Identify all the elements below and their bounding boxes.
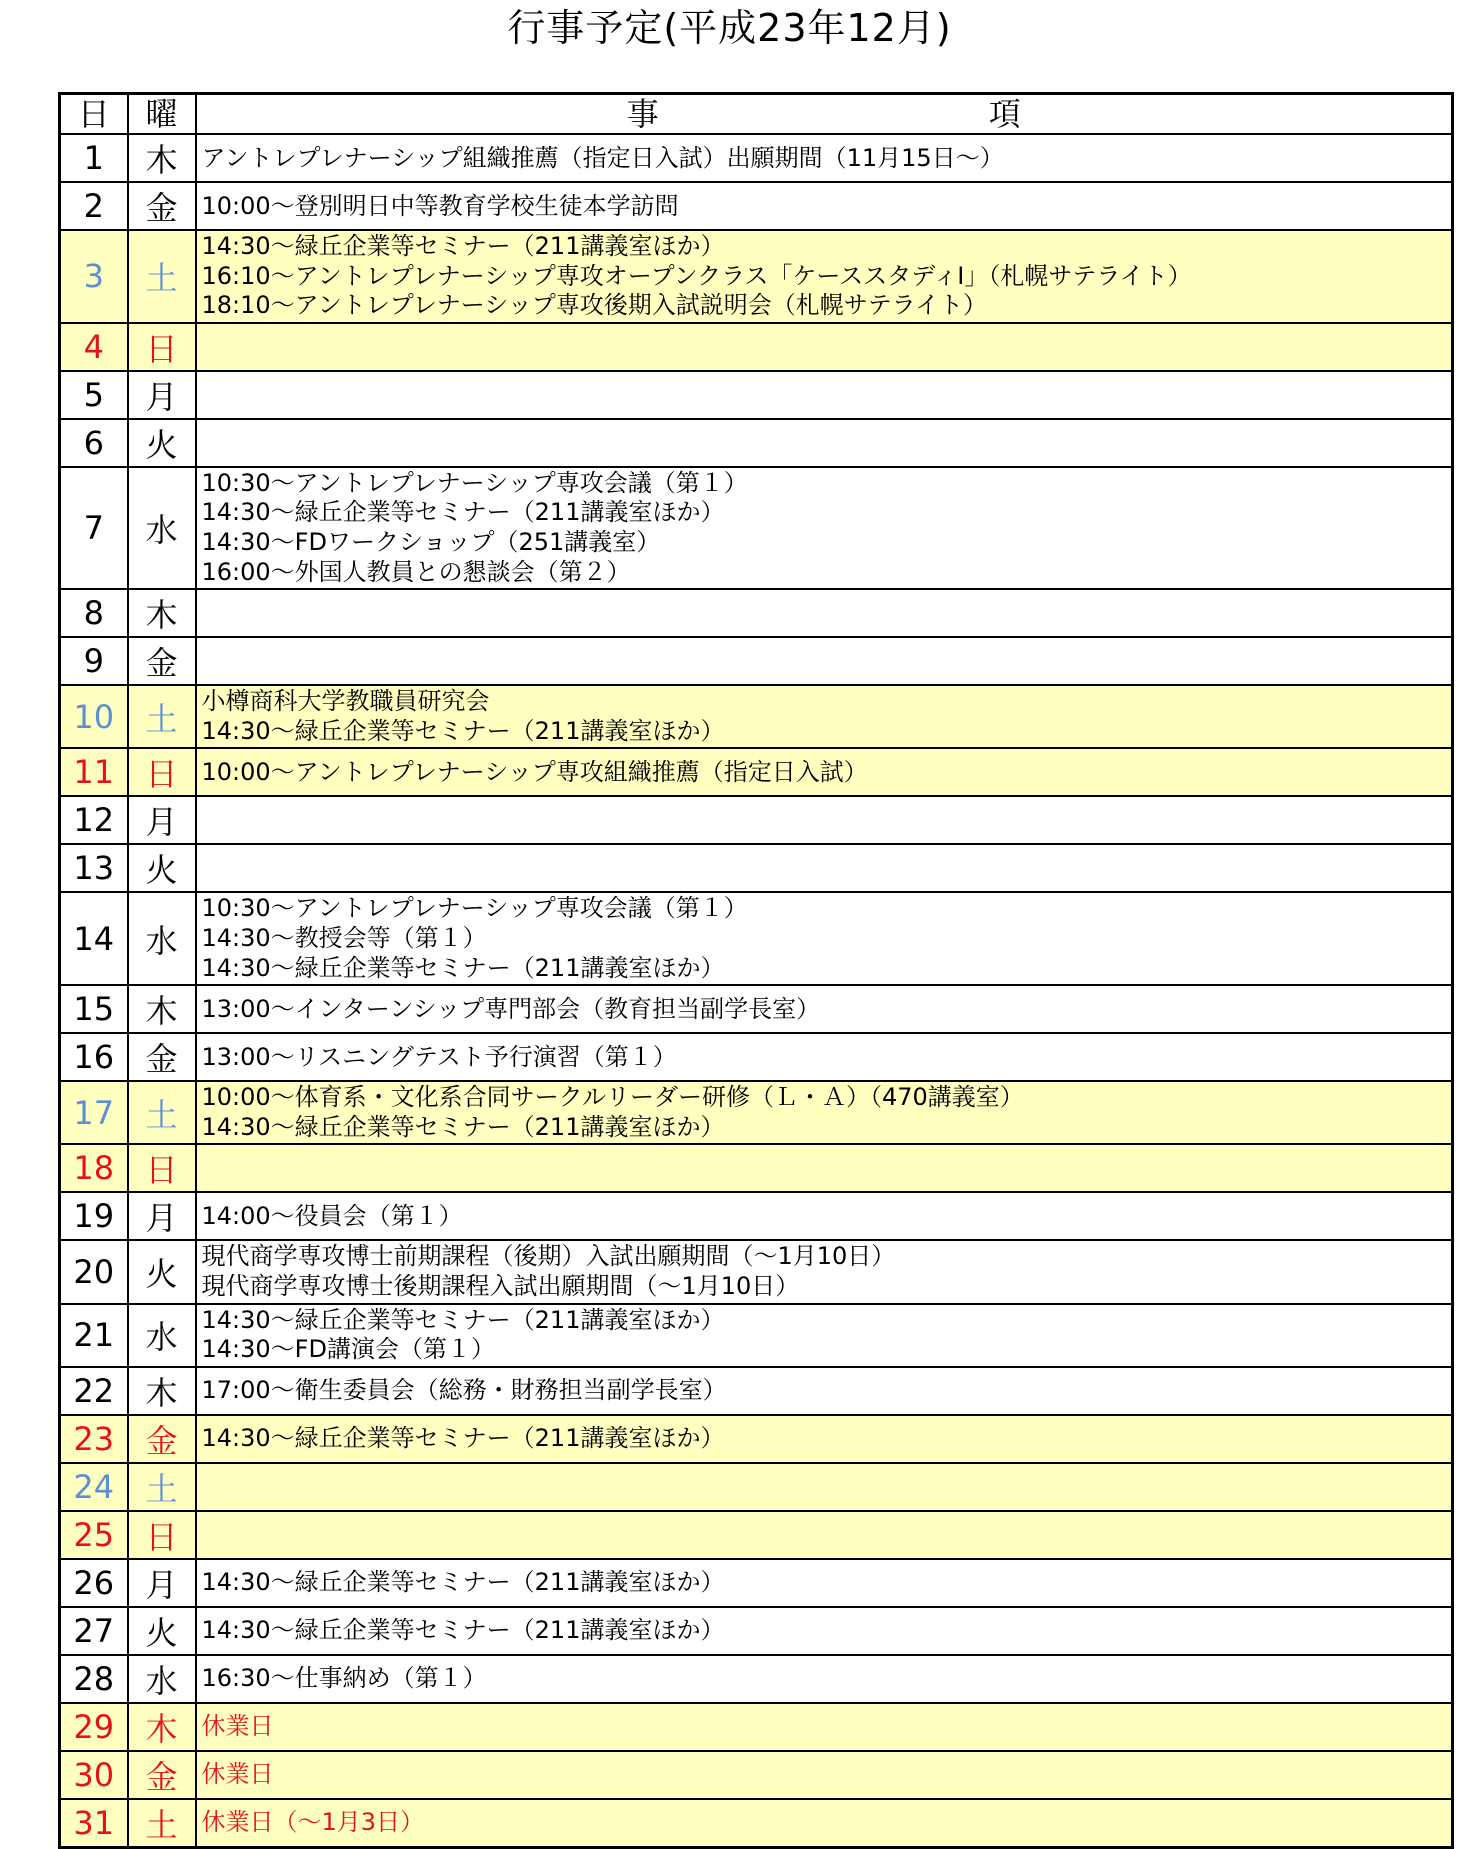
- event-item: 14:30～緑丘企業等セミナー（211講義室ほか）: [201, 1305, 725, 1334]
- table-row: [60, 134, 1453, 182]
- table-row: [60, 985, 1453, 1033]
- event-item: 10:00～アントレプレナーシップ専攻組織推薦（指定日入試）: [201, 757, 868, 786]
- events-cell: [196, 748, 1453, 796]
- header-weekday: 曜: [128, 94, 196, 135]
- day-cell: 20: [60, 1240, 128, 1303]
- table-row: [60, 419, 1453, 467]
- weekday-cell: 金: [128, 1415, 196, 1463]
- table-row: [60, 1144, 1453, 1192]
- day-cell: 15: [60, 985, 128, 1033]
- event-item: 14:30～緑丘企業等セミナー（211講義室ほか）: [201, 232, 725, 260]
- events-cell: [196, 1799, 1453, 1848]
- table-row: [60, 1192, 1453, 1240]
- day-cell: 28: [60, 1655, 128, 1703]
- day-cell: 16: [60, 1033, 128, 1081]
- events-cell: [196, 892, 1453, 985]
- weekday-cell: 日: [128, 1144, 196, 1192]
- weekday-cell: 火: [128, 844, 196, 892]
- weekday-cell: 金: [128, 637, 196, 685]
- day-cell: 25: [60, 1511, 128, 1559]
- table-row: [60, 182, 1453, 230]
- event-item: アントレプレナーシップ組織推薦（指定日入試）出願期間（11月15日～）: [201, 143, 1004, 172]
- weekday-cell: 月: [128, 796, 196, 844]
- table-row: [60, 1511, 1453, 1559]
- weekday-cell: 金: [128, 182, 196, 230]
- event-item: 10:30～アントレプレナーシップ専攻会議（第１）: [201, 468, 748, 497]
- event-item: 現代商学専攻博士前期課程（後期）入試出願期間（～1月10日）: [201, 1242, 896, 1271]
- weekday-cell: 木: [128, 1367, 196, 1415]
- table-row: [60, 1751, 1453, 1799]
- weekday-cell: 木: [128, 134, 196, 182]
- day-cell: 31: [60, 1799, 128, 1848]
- weekday-cell: 土: [128, 1081, 196, 1144]
- day-cell: 30: [60, 1751, 128, 1799]
- table-row: [60, 323, 1453, 371]
- event-item: 14:30～FD講演会（第１）: [201, 1335, 495, 1364]
- events-cell: [196, 1033, 1453, 1081]
- event-item: 14:30～緑丘企業等セミナー（211講義室ほか）: [201, 1424, 725, 1453]
- event-item: 14:30～緑丘企業等セミナー（211講義室ほか）: [201, 716, 725, 745]
- weekday-cell: 水: [128, 892, 196, 985]
- day-cell: 18: [60, 1144, 128, 1192]
- weekday-cell: 日: [128, 323, 196, 371]
- table-row: [60, 637, 1453, 685]
- header-items-b: 項: [988, 95, 1021, 133]
- day-cell: 3: [60, 230, 128, 323]
- table-row: [60, 1081, 1453, 1144]
- table-row: [60, 1463, 1453, 1511]
- events-cell: [196, 1703, 1453, 1751]
- table-row: [60, 796, 1453, 844]
- table-row: [60, 1559, 1453, 1607]
- weekday-cell: 火: [128, 1607, 196, 1655]
- events-cell: [196, 182, 1453, 230]
- header-items: [196, 94, 1453, 135]
- events-cell: [196, 844, 1453, 892]
- events-cell: [196, 1240, 1453, 1303]
- event-item: 14:30～緑丘企業等セミナー（211講義室ほか）: [201, 1112, 725, 1141]
- table-row: [60, 230, 1453, 323]
- event-item: 13:00～リスニングテスト予行演習（第１）: [201, 1042, 677, 1071]
- events-cell: [196, 1655, 1453, 1703]
- event-item: 14:30～緑丘企業等セミナー（211講義室ほか）: [201, 953, 725, 982]
- events-cell: [196, 796, 1453, 844]
- day-cell: 11: [60, 748, 128, 796]
- day-cell: 10: [60, 685, 128, 748]
- header-day: 日: [60, 94, 128, 135]
- day-cell: 26: [60, 1559, 128, 1607]
- events-cell: [196, 323, 1453, 371]
- event-item: 14:30～緑丘企業等セミナー（211講義室ほか）: [201, 1568, 725, 1597]
- events-cell: [196, 1607, 1453, 1655]
- events-cell: [196, 134, 1453, 182]
- weekday-cell: 金: [128, 1033, 196, 1081]
- weekday-cell: 月: [128, 1192, 196, 1240]
- page-title: 行事予定(平成23年12月): [507, 6, 952, 50]
- day-cell: 4: [60, 323, 128, 371]
- weekday-cell: 土: [128, 685, 196, 748]
- weekday-cell: 日: [128, 748, 196, 796]
- events-cell: [196, 589, 1453, 637]
- events-cell: [196, 371, 1453, 419]
- schedule-table: [58, 92, 1454, 1849]
- event-item: 小樽商科大学教職員研究会: [201, 687, 490, 716]
- events-cell: [196, 419, 1453, 467]
- events-cell: [196, 1751, 1453, 1799]
- day-cell: 5: [60, 371, 128, 419]
- event-item: 10:00～体育系・文化系合同サークルリーダー研修（Ｌ・Ａ）（470講義室）: [201, 1083, 1024, 1112]
- day-cell: 14: [60, 892, 128, 985]
- day-cell: 17: [60, 1081, 128, 1144]
- events-cell: [196, 230, 1453, 323]
- weekday-cell: 金: [128, 1751, 196, 1799]
- day-cell: 19: [60, 1192, 128, 1240]
- events-cell: [196, 1144, 1453, 1192]
- table-row: [60, 1607, 1453, 1655]
- event-item: 18:10～アントレプレナーシップ専攻後期入試説明会（札幌サテライト）: [201, 291, 988, 320]
- event-item: 現代商学専攻博士後期課程入試出願期間（～1月10日）: [201, 1271, 800, 1300]
- events-cell: [196, 637, 1453, 685]
- day-cell: 6: [60, 419, 128, 467]
- day-cell: 2: [60, 182, 128, 230]
- header-items-a: 事: [626, 95, 659, 133]
- weekday-cell: 木: [128, 1703, 196, 1751]
- weekday-cell: 水: [128, 1304, 196, 1367]
- day-cell: 27: [60, 1607, 128, 1655]
- table-row: [60, 1304, 1453, 1367]
- weekday-cell: 火: [128, 1240, 196, 1303]
- event-item: 17:00～衛生委員会（総務・財務担当副学長室）: [201, 1376, 727, 1405]
- event-item: 16:00～外国人教員との懇談会（第２）: [201, 557, 631, 586]
- table-row: [60, 1367, 1453, 1415]
- events-cell: [196, 1463, 1453, 1511]
- weekday-cell: 土: [128, 1463, 196, 1511]
- event-item: 14:30～緑丘企業等セミナー（211講義室ほか）: [201, 1616, 725, 1645]
- day-cell: 22: [60, 1367, 128, 1415]
- table-row: [60, 844, 1453, 892]
- day-cell: 9: [60, 637, 128, 685]
- day-cell: 23: [60, 1415, 128, 1463]
- events-cell: [196, 467, 1453, 589]
- weekday-cell: 火: [128, 419, 196, 467]
- events-cell: [196, 1511, 1453, 1559]
- events-cell: [196, 1081, 1453, 1144]
- events-cell: [196, 1367, 1453, 1415]
- header-row: [60, 94, 1453, 135]
- table-row: [60, 1240, 1453, 1303]
- event-item: 休業日: [201, 1712, 274, 1741]
- weekday-cell: 月: [128, 1559, 196, 1607]
- weekday-cell: 日: [128, 1511, 196, 1559]
- table-row: [60, 467, 1453, 589]
- weekday-cell: 土: [128, 1799, 196, 1848]
- event-item: 10:00～登別明日中等教育学校生徒本学訪問: [201, 191, 679, 220]
- table-row: [60, 685, 1453, 748]
- event-item: 16:30～仕事納め（第１）: [201, 1664, 487, 1693]
- weekday-cell: 月: [128, 371, 196, 419]
- event-item: 14:30～教授会等（第１）: [201, 923, 487, 952]
- table-row: [60, 1799, 1453, 1848]
- event-item: 16:10～アントレプレナーシップ専攻オープンクラス「ケーススタディⅠ」（札幌サテライト）: [201, 261, 1192, 290]
- day-cell: 29: [60, 1703, 128, 1751]
- events-cell: [196, 1415, 1453, 1463]
- weekday-cell: 土: [128, 230, 196, 323]
- table-row: [60, 589, 1453, 637]
- day-cell: 12: [60, 796, 128, 844]
- event-item: 休業日: [201, 1760, 274, 1789]
- event-item: 14:00～役員会（第１）: [201, 1201, 463, 1230]
- weekday-cell: 木: [128, 589, 196, 637]
- events-cell: [196, 685, 1453, 748]
- day-cell: 21: [60, 1304, 128, 1367]
- table-row: [60, 1703, 1453, 1751]
- weekday-cell: 水: [128, 467, 196, 589]
- event-item: 14:30～FDワークショップ（251講義室）: [201, 527, 661, 556]
- events-cell: [196, 985, 1453, 1033]
- events-cell: [196, 1304, 1453, 1367]
- schedule-body: [60, 134, 1453, 1847]
- table-row: [60, 1033, 1453, 1081]
- day-cell: 24: [60, 1463, 128, 1511]
- event-item: 休業日（～1月3日）: [201, 1808, 425, 1837]
- table-row: [60, 748, 1453, 796]
- day-cell: 8: [60, 589, 128, 637]
- table-row: [60, 1415, 1453, 1463]
- weekday-cell: 水: [128, 1655, 196, 1703]
- table-row: [60, 892, 1453, 985]
- events-cell: [196, 1559, 1453, 1607]
- table-row: [60, 371, 1453, 419]
- event-item: 14:30～緑丘企業等セミナー（211講義室ほか）: [201, 498, 725, 527]
- weekday-cell: 木: [128, 985, 196, 1033]
- day-cell: 7: [60, 467, 128, 589]
- day-cell: 1: [60, 134, 128, 182]
- day-cell: 13: [60, 844, 128, 892]
- table-row: [60, 1655, 1453, 1703]
- event-item: 13:00～インターンシップ専門部会（教育担当副学長室）: [201, 994, 821, 1023]
- events-cell: [196, 1192, 1453, 1240]
- event-item: 10:30～アントレプレナーシップ専攻会議（第１）: [201, 894, 748, 923]
